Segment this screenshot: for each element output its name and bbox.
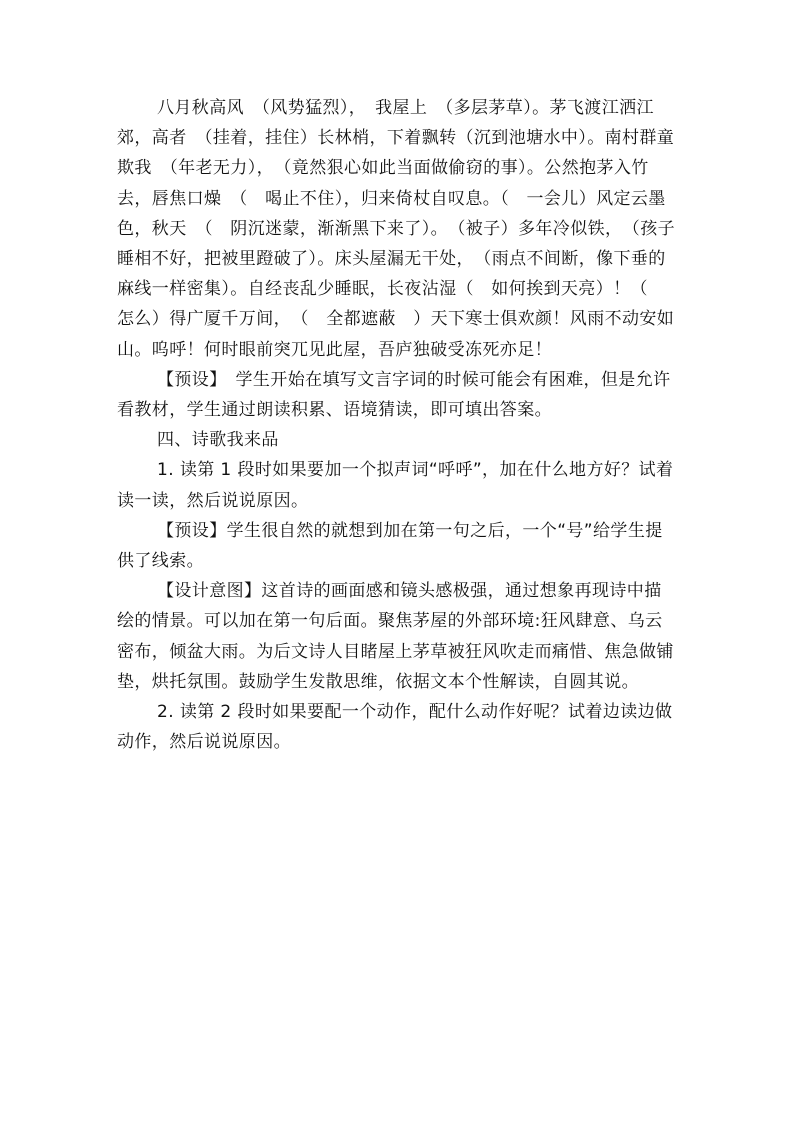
- question-1-paragraph: 1. 读第 1 段时如果要加一个拟声词“呼呼”，加在什么地方好？试着读一读，然后说说原因。: [117, 460, 674, 511]
- preset-note-paragraph: 【预设】 学生开始在填写文言字词的时候可能会有困难，但是允许看教材，学生通过朗读积累、语境猜读，即可填出答案。: [117, 369, 671, 421]
- section-heading: 四、诗歌我来品: [157, 430, 279, 451]
- design-intent-paragraph: 【设计意图】这首诗的画面感和镜头感极强，通过想象再现诗中描绘的情景。可以加在第一句后面。聚焦茅屋的外部环境:狂风肆意、乌云密布，倾盆大雨。为后文诗人目睹屋上茅草被狂风吹走而痛惜、焦急做铺垫，烘托氛围。鼓励学生发散思维，依据文本个性解读，自圆其说。: [117, 581, 674, 692]
- poem-annotation-paragraph: 八月秋高风 （风势猛烈）， 我屋上 （多层茅草）。茅飞渡江洒江郊，高者 （挂着，挂住）长林梢，下着飘转（沉到池塘水中）。南村群童欺我 （年老无力）， （竟然狠心如此当面做偷窃的事）。公然抱茅入竹去，唇焦口燥 （ 喝止不住），归来倚杖自叹息。（ 一会儿）风定云墨色，秋天 （ 阴沉迷蒙，渐渐黑下来了）。 （被子）多年冷似铁， （孩子睡相不好，把被里蹬破了）。床头屋漏无干处， （雨点不间断，像下垂的麻线一样密集）。自经丧乱少睡眠，长夜沾湿（ 如何挨到天亮）！（ 怎么）得广厦千万间， （ 全都遮蔽 ）天下寒士俱欢颜！风雨不动安如山。呜呼！何时眼前突兀见此屋，吾庐独破受冻死亦足！: [117, 98, 675, 360]
- question-2-paragraph: 2. 读第 2 段时如果要配一个动作，配什么动作好呢？试着边读边做动作，然后说说原因。: [117, 702, 673, 753]
- preset-answer-paragraph: 【预设】学生很自然的就想到加在第一句之后，一个“号”给学生提供了线索。: [117, 520, 663, 572]
